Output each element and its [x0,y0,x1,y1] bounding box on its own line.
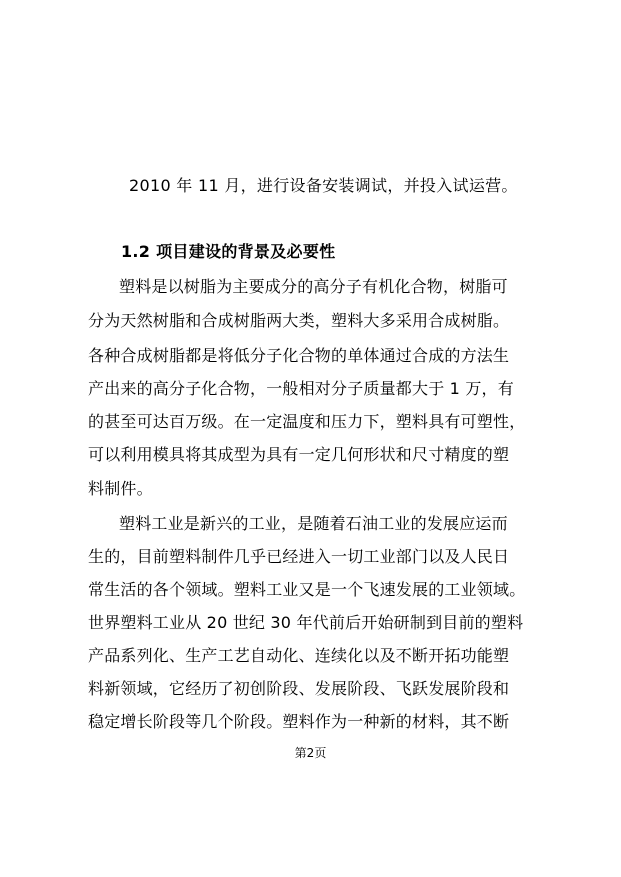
paragraph-1-line: 可以利用模具将其成型为具有一定几何形状和尺寸精度的塑 [88,445,510,464]
paragraph-2-line: 生的，目前塑料制件几乎已经进入一切工业部门以及人民日 [88,547,510,566]
page-number-prefix: 第 [294,746,307,760]
section-heading: 1.2 项目建设的背景及必要性 [121,242,336,261]
page-number-suffix: 页 [314,746,327,760]
page-number: 2 [306,746,315,760]
paragraph-1-line: 分为天然树脂和合成树脂两大类，塑料大多采用合成树脂。 [88,311,510,330]
paragraph-1-line: 塑料是以树脂为主要成分的高分子有机化合物，树脂可 [119,277,508,296]
paragraph-2-line: 稳定增长阶段等几个阶段。塑料作为一种新的材料，其不断 [88,712,510,731]
paragraph-2-line: 常生活的各个领域。塑料工业又是一个飞速发展的工业领域。 [88,580,526,599]
paragraph-2-line: 产品系列化、生产工艺自动化、连续化以及不断开拓功能塑 [88,646,510,665]
paragraph-1-line: 料制件。 [88,479,153,498]
paragraph-2-line: 世界塑料工业从 20 世纪 30 年代前后开始研制到目前的塑料 [88,613,524,632]
paragraph-1-line: 产出来的高分子化合物，一般相对分子质量都大于 1 万，有 [88,379,514,398]
paragraph-1-line: 的甚至可达百万级。在一定温度和压力下，塑料具有可塑性， [88,412,526,431]
paragraph-2-line: 料新领域，它经历了初创阶段、发展阶段、飞跃发展阶段和 [88,679,510,698]
intro-line: 2010 年 11 月，进行设备安装调试，并投入试运营。 [129,176,518,195]
page-footer [0,745,621,761]
paragraph-1-line: 各种合成树脂都是将低分子化合物的单体通过合成的方法生 [88,346,510,365]
paragraph-2-line: 塑料工业是新兴的工业，是随着石油工业的发展应运而 [119,514,508,533]
